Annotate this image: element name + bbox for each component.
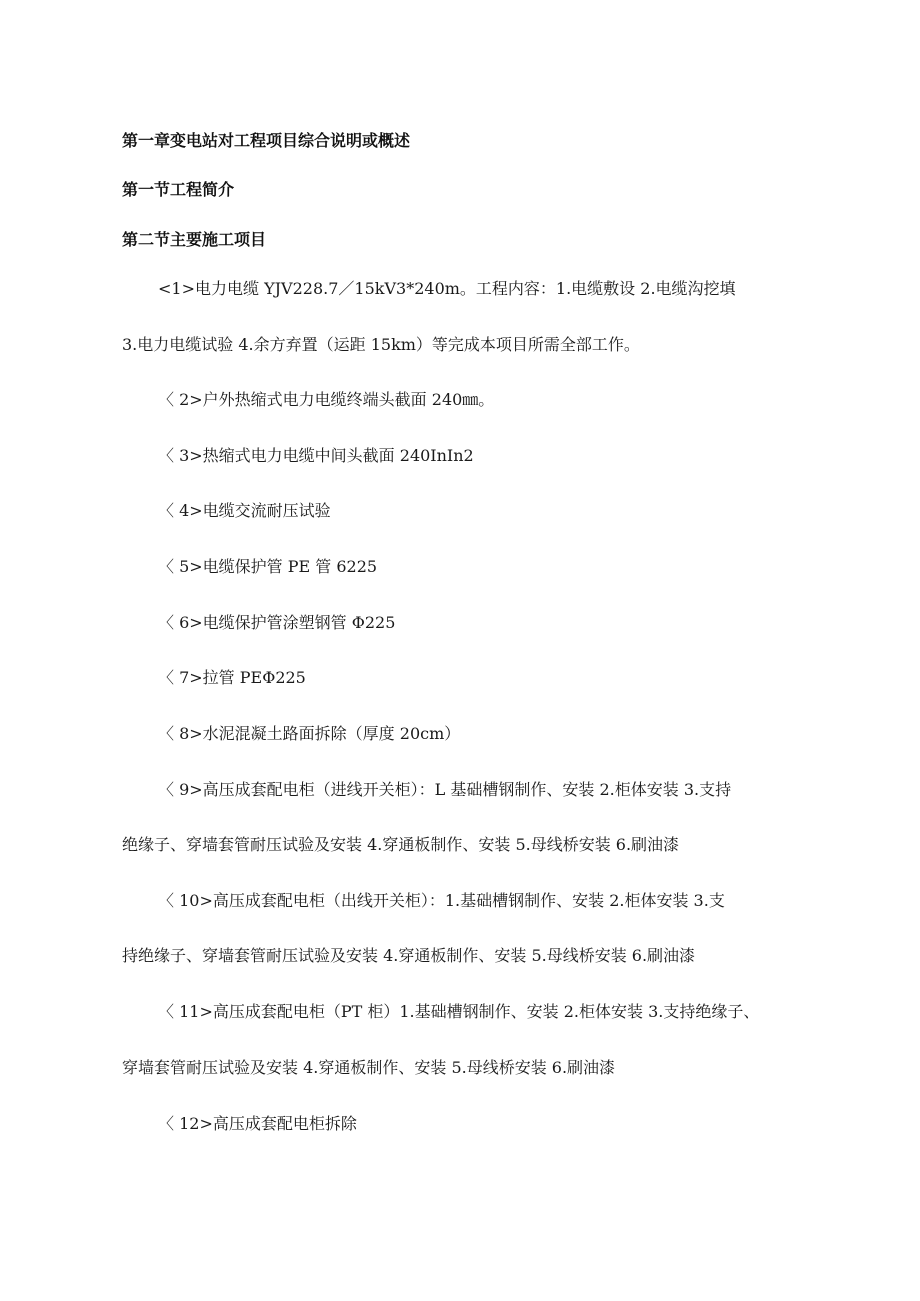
item-8: 〈 8>水泥混凝土路面拆除（厚度 20cm） <box>158 724 461 743</box>
item-10-line-1: 〈 10>高压成套配电柜（出线开关柜）：1.基础槽钢制作、安装 2.柜体安装 3.支 <box>158 891 725 910</box>
item-1-line-2: 3.电力电缆试验 4.余方弃置（运距 15km）等完成本项目所需全部工作。 <box>122 335 640 354</box>
item-2: 〈 2>户外热缩式电力电缆终端头截面 240㎜。 <box>158 390 495 409</box>
item-10-line-2: 持绝缘子、穿墙套管耐压试验及安装 4.穿通板制作、安装 5.母线桥安装 6.刷油漆 <box>122 946 696 965</box>
item-5: 〈 5>电缆保护管 PE 管 6225 <box>158 557 378 576</box>
section-title-overview: 第一节工程简介 <box>122 180 235 199</box>
item-11-line-1: 〈 11>高压成套配电柜（PT 柜）1.基础槽钢制作、安装 2.柜体安装 3.支持绝缘子、 <box>158 1002 760 1021</box>
item-1-line-1: <1>电力电缆 YJV228.7／15kV3*240m。工程内容：1.电缆敷设 2.电缆沟挖填 <box>158 279 736 298</box>
item-12: 〈 12>高压成套配电柜拆除 <box>158 1114 357 1133</box>
item-11-line-2: 穿墙套管耐压试验及安装 4.穿通板制作、安装 5.母线桥安装 6.刷油漆 <box>122 1058 616 1077</box>
item-9-line-2: 绝缘子、穿墙套管耐压试验及安装 4.穿通板制作、安装 5.母线桥安装 6.刷油漆 <box>122 835 680 854</box>
item-9-line-1: 〈 9>高压成套配电柜（进线开关柜）：L 基础槽钢制作、安装 2.柜体安装 3.支持 <box>158 780 732 799</box>
chapter-title: 第一章变电站对工程项目综合说明或概述 <box>122 131 411 150</box>
item-6: 〈 6>电缆保护管涂塑钢管 Φ225 <box>158 613 396 632</box>
section-title-construction-items: 第二节主要施工项目 <box>122 230 267 249</box>
item-4: 〈 4>电缆交流耐压试验 <box>158 501 331 520</box>
item-7: 〈 7>拉管 PEΦ225 <box>158 668 306 687</box>
item-3: 〈 3>热缩式电力电缆中间头截面 240InIn2 <box>158 446 474 465</box>
